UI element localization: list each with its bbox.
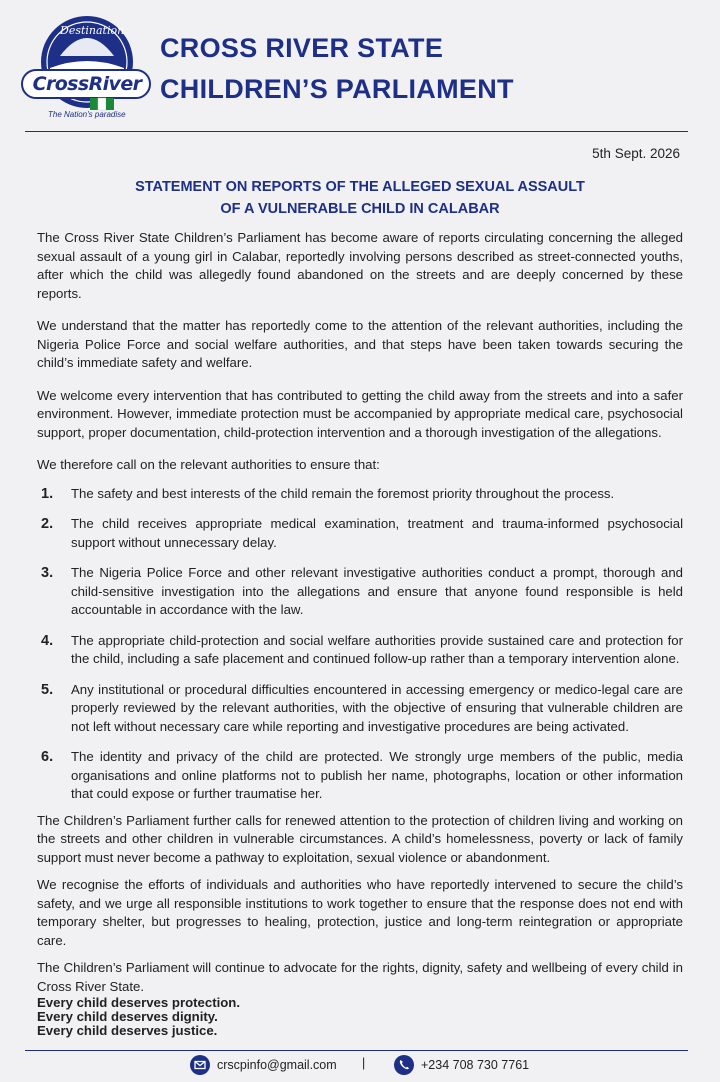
list-item (37, 748, 683, 804)
slogan: Every child deserves justice. (37, 1023, 218, 1038)
email-icon (190, 1055, 210, 1075)
list-item (37, 515, 683, 552)
list-text: The Nigeria Police Force and other relevant investigative authorities conduct a prompt, thorough and child-sensitive investigation into the allegations and ensure that anyone found responsible is held accountable in accordance with the law. (71, 565, 683, 617)
paragraph: We therefore call on the relevant authorities to ensure that: (37, 457, 380, 472)
closing-paragraph: The Children’s Parliament further calls for renewed attention to the protection of children living and working on the streets and other children in vulnerable circumstances. A child’s homelessness, poverty or lack of family support must never become a pathway to exploitation, sexual violence or abandonment. (37, 812, 683, 865)
demands-list (37, 485, 683, 804)
closing-paragraph: We recognise the efforts of individuals and authorities who have reportedly intervened to secure the child’s safety, and we urge all responsible institutions to work together to ensure that the response does not end with temporary shelter, but progresses to healing, protection, justice and long-term reintegration or appropriate care. (37, 877, 683, 948)
footer-email[interactable]: crscpinfo@gmail.com (217, 1058, 337, 1072)
list-number: 6. (41, 749, 54, 765)
statement-date: 5th Sept. 2026 (592, 146, 680, 161)
org-name-line2: CHILDREN’S PARLIAMENT (160, 74, 514, 104)
paragraph: We understand that the matter has reportedly come to the attention of the relevant authorities, including the Nigeria Police Force and social welfare authorities, and that steps have been taken towards securing the child’s immediate safety and welfare. (37, 318, 683, 370)
list-number: 2. (41, 516, 54, 532)
phone-icon (394, 1055, 414, 1075)
list-text: The identity and privacy of the child are protected. We strongly urge members of the public, media organisations and online platforms not to publish her name, photographs, location or other information that could expose or further traumatise her. (71, 749, 683, 801)
footer-separator: | (362, 1056, 366, 1070)
footer-phone[interactable]: +234 708 730 7761 (421, 1058, 530, 1072)
list-text: The safety and best interests of the child remain the foremost priority throughout the process. (71, 485, 615, 501)
paragraph: We welcome every intervention that has contributed to getting the child away from the streets and into a safer environment. However, immediate protection must be accompanied by appropriate medical care, psychosocial support, proper documentation, child-protection intervention and a thorough investigation of the allegations. (37, 387, 683, 440)
list-number: 3. (41, 565, 54, 581)
list-item (37, 564, 683, 620)
footer-divider (25, 1050, 688, 1051)
logo-brand: CrossRiver (32, 73, 142, 95)
header-divider (25, 131, 688, 132)
footer (0, 1052, 720, 1080)
org-name (160, 28, 514, 110)
list-text: The appropriate child-protection and social welfare authorities provide sustained care and protection for the child, including a safe placement and continued follow-up rather than a temporary intervention alone. (71, 632, 683, 666)
list-number: 5. (41, 681, 54, 698)
logo-arc-text: Destination (60, 24, 125, 37)
list-text: The child receives appropriate medical examination, treatment and trauma-informed psychosocial support without unnecessary delay. (71, 516, 683, 550)
org-name-line1: CROSS RIVER STATE (160, 33, 444, 63)
closing-paragraph: The Children’s Parliament will continue to advocate for the rights, dignity, safety and wellbeing of every child in Cross River State. (37, 960, 683, 994)
logo (20, 10, 154, 126)
statement-title-line1: STATEMENT ON REPORTS OF THE ALLEGED SEXUAL ASSAULT (135, 179, 585, 195)
list-item (37, 485, 683, 504)
logo-tagline: The Nation's paradise (48, 110, 126, 119)
paragraph: The Cross River State Children’s Parliament has become aware of reports circulating concerning the alleged sexual assault of a young girl in Calabar, reportedly involving persons described as street-connected youths, after which the child was allegedly found abandoned on the streets and are deeply concerned by these reports. (37, 230, 683, 301)
list-item (37, 632, 683, 669)
statement-title (60, 176, 660, 220)
slogan: Every child deserves dignity. (37, 1009, 218, 1024)
list-number: 4. (41, 632, 54, 649)
statement-body (37, 229, 683, 1038)
slogan: Every child deserves protection. (37, 995, 241, 1010)
list-text: Any institutional or procedural difficulties encountered in accessing emergency or medico-legal care are properly reviewed by the relevant authorities, with the objective of ensuring that vulnerable children are not left without necessary care while reporting and investigative procedures are being activated. (71, 681, 683, 734)
statement-title-line2: OF A VULNERABLE CHILD IN CALABAR (220, 201, 500, 217)
list-item (37, 681, 683, 737)
list-number: 1. (41, 485, 54, 502)
slogans (37, 996, 683, 1038)
closing-section (37, 812, 683, 997)
